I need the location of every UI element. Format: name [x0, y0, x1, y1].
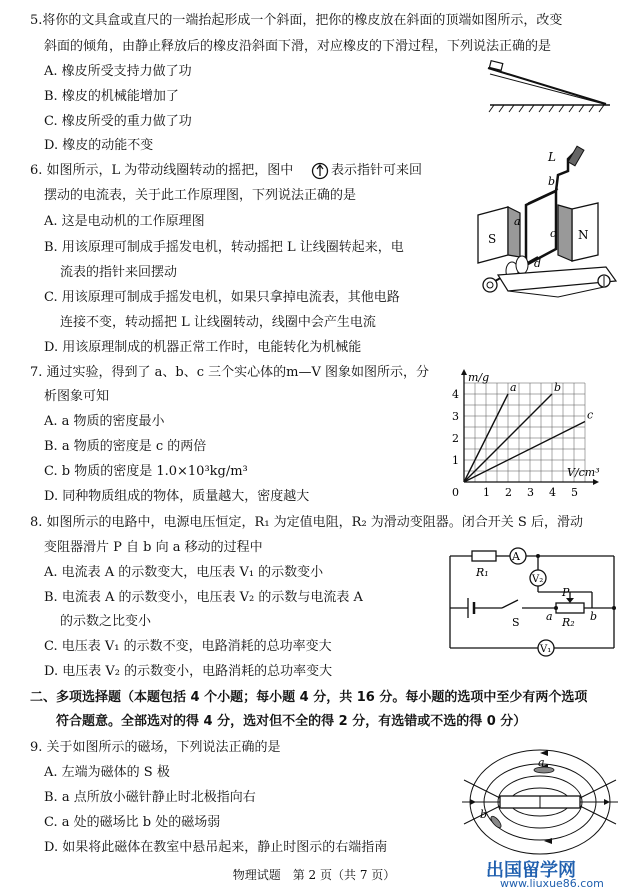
- fig6-label-b: b: [548, 175, 556, 188]
- q8-option-a: A. 电流表 A 的示数变大，电压表 V₁ 的示数变小: [44, 565, 324, 580]
- q5-option-c: C. 橡皮所受的重力做了功: [44, 114, 192, 129]
- chart-x-tick-label: 3: [527, 486, 534, 499]
- q9-option-c: C. a 处的磁场比 b 处的磁场弱: [44, 815, 221, 830]
- circuit-figure: [432, 540, 622, 662]
- q6-stem-line1-a: 6. 如图所示，L 为带动线圈转动的摇把，图中: [30, 163, 294, 178]
- fig6-label-l: L: [548, 150, 556, 164]
- fig8-label-a-meter: A: [512, 550, 520, 563]
- incline-figure: [484, 58, 614, 114]
- chart-y-tick-label: 1: [452, 454, 459, 467]
- q5-option-b: B. 橡皮的机械能增加了: [44, 89, 179, 104]
- chart-x-tick-label: 2: [505, 486, 512, 499]
- q7-option-d: D. 同种物质组成的物体，质量越大，密度越大: [44, 489, 310, 504]
- chart-series-label-a: a: [510, 381, 517, 394]
- chart-series-label-c: c: [587, 408, 594, 422]
- q5-stem-line1: 5.将你的文具盒或直尺的一端抬起形成一个斜面，把你的橡皮放在斜面的顶端如图所示，改变: [30, 13, 563, 28]
- chart-y-tick-label: 3: [452, 410, 459, 423]
- q6-option-b-line1: B. 用该原理可制成手摇发电机，转动摇把 L 让线圈转起来，电: [44, 240, 404, 255]
- fig8-label-r2: R₂: [562, 616, 575, 629]
- fig6-label-d: d: [534, 257, 542, 270]
- ammeter-symbol-icon: [311, 162, 329, 180]
- fig9-label-b: b: [480, 808, 488, 821]
- chart-x-tick-label: 0: [452, 486, 459, 499]
- q6-option-a: A. 这是电动机的工作原理图: [44, 214, 205, 229]
- chart-x-tick-label: 1: [483, 486, 490, 499]
- fig8-label-s: S: [512, 616, 520, 629]
- section2-heading-line2: 符合题意。全部选对的得 4 分，选对但不全的得 2 分，有选错或不选的得 0 分）: [56, 714, 527, 729]
- q5-stem-line2: 斜面的倾角，由静止释放后的橡皮沿斜面下滑，对应橡皮的下滑过程，下列说法正确的是: [44, 39, 552, 54]
- section2-heading-line1: 二、多项选择题（本题包括 4 个小题；每小题 4 分，共 16 分。每小题的选项中至少有两个选项: [30, 690, 588, 705]
- fig8-label-v2: V₂: [532, 574, 544, 585]
- q7-option-a: A. a 物质的密度最小: [44, 414, 165, 429]
- q7-option-c: C. b 物质的密度是 1.0×10³kg/m³: [44, 464, 248, 479]
- q8-option-d: D. 电压表 V₂ 的示数变小，电路消耗的总功率变大: [44, 664, 333, 679]
- fig6-label-a: a: [514, 215, 521, 228]
- fig8-label-v1: V₁: [540, 644, 552, 655]
- q7-option-b: B. a 物质的密度是 c 的两倍: [44, 439, 207, 454]
- q9-option-b: B. a 点所放小磁针静止时北极指向右: [44, 790, 256, 805]
- q6-option-d: D. 用该原理制成的机器正常工作时，电能转化为机械能: [44, 340, 362, 355]
- chart-x-tick-label: 4: [549, 486, 556, 499]
- magnetic-field-figure: [460, 740, 620, 858]
- fig6-label-n: N: [578, 228, 589, 242]
- q6-option-b-line2: 流表的指针来回摆动: [60, 265, 178, 280]
- q8-stem-line2: 变阻器滑片 P 自 b 向 a 移动的过程中: [44, 540, 263, 555]
- q5-option-d: D. 橡皮的动能不变: [44, 138, 154, 153]
- chart-x-tick-label: 5: [571, 486, 578, 499]
- chart-y-tick-label: 4: [452, 388, 459, 401]
- chart-x-label: V/cm³: [567, 466, 600, 479]
- q5-option-a: A. 橡皮所受支持力做了功: [44, 64, 192, 79]
- q7-stem-line1: 7. 通过实验，得到了 a、b、c 三个实心体的m—V 图象如图所示，分: [30, 365, 430, 380]
- q7-stem-line2: 析图象可知: [44, 389, 110, 404]
- mass-volume-chart: [434, 362, 620, 502]
- q8-stem-line1: 8. 如图所示的电路中，电源电压恒定，R₁ 为定值电阻，R₂ 为滑动变阻器。闭合开关 S 后，滑动: [30, 515, 583, 530]
- fig6-label-c: c: [550, 227, 557, 240]
- fig8-label-a-end: a: [546, 610, 553, 623]
- fig8-label-r1: R₁: [476, 566, 489, 579]
- q6-option-c-line2: 连接不变，转动摇把 L 让线圈转动，线圈中会产生电流: [60, 315, 376, 330]
- q6-stem-line1-b: 表示指针可来回: [331, 163, 423, 178]
- chart-y-tick-label: 2: [452, 432, 459, 445]
- q8-option-b-line1: B. 电流表 A 的示数变小，电压表 V₂ 的示数与电流表 A: [44, 590, 363, 605]
- generator-figure: [468, 145, 620, 303]
- fig8-label-b-end: b: [590, 610, 598, 623]
- watermark: [486, 856, 626, 892]
- q9-option-a: A. 左端为磁体的 S 极: [44, 765, 170, 780]
- q6-stem-line2: 摆动的电流表，关于此工作原理图，下列说法正确的是: [44, 188, 357, 203]
- fig8-label-p: P: [562, 586, 570, 599]
- chart-x-arrow: [593, 479, 599, 485]
- fig9-label-a: a: [538, 756, 545, 769]
- q9-option-d: D. 如果将此磁体在教室中悬吊起来，静止时图示的右端指南: [44, 840, 388, 855]
- q6-option-c-line1: C. 用该原理可制成手摇发电机，如果只拿掉电流表，其他电路: [44, 290, 400, 305]
- page-footer: 物理试题 第 2 页（共 7 页）: [232, 868, 396, 882]
- watermark-url: www.liuxue86.com: [500, 877, 604, 890]
- q8-option-b-line2: 的示数之比变小: [60, 614, 152, 629]
- chart-series-label-b: b: [554, 381, 562, 394]
- q9-stem: 9. 关于如图所示的磁场，下列说法正确的是: [30, 740, 281, 755]
- chart-y-label: m/g: [468, 371, 490, 384]
- fig6-label-s: S: [488, 232, 497, 246]
- watermark-title: 出国留学网: [486, 860, 576, 881]
- chart-y-arrow: [461, 369, 467, 375]
- q8-option-c: C. 电压表 V₁ 的示数不变，电路消耗的总功率变大: [44, 639, 332, 654]
